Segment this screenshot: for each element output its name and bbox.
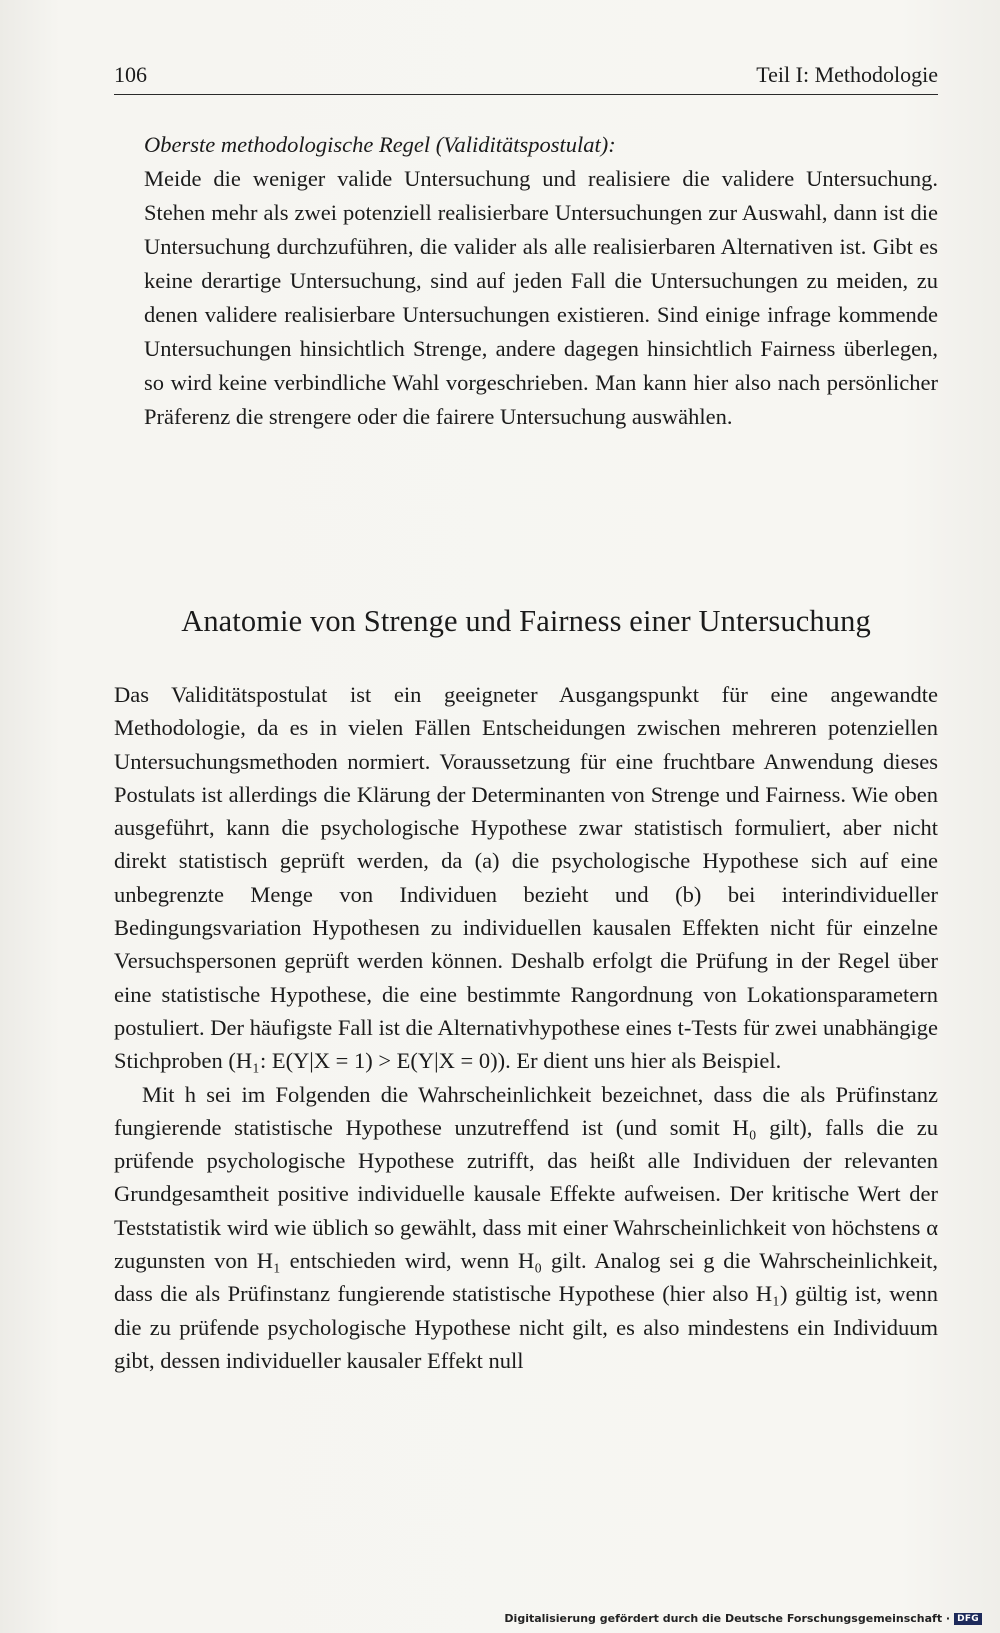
body-text: [114, 678, 938, 1377]
page-header: [114, 60, 938, 95]
running-head: Teil I: Methodologie: [756, 62, 938, 87]
rule-box: [144, 128, 938, 434]
digitization-footer: [504, 1612, 982, 1625]
rule-text: Meide die weniger valide Untersuchung und realisiere die validere Untersuchung. Stehen mehr als zwei potenziell realisierbare Untersuchungen zur Auswahl, dann ist die Untersuchung durchzuführen, die valider als alle realisierbaren Alternativen ist. Gibt es keine derartige Untersuchung, sind auf jeden Fall die Untersuchungen zu meiden, zu denen validere realisierbare Untersuchungen existieren. Sind einige infrage kommende Untersuchungen hinsichtlich Strenge, andere dagegen hinsichtlich Fairness überlegen, so wird keine verbindliche Wahl vorgeschrieben. Man kann hier also nach persönlicher Präferenz die strengere oder die fairere Untersuchung auswählen.: [144, 166, 938, 429]
section-heading: Anatomie von Strenge und Fairness einer Untersuchung: [181, 604, 871, 638]
paragraph: Mit h sei im Folgenden die Wahrscheinlichkeit bezeichnet, dass die als Prüfinstanz fungierende statistische Hypothese unzutreffend ist (und somit H₀ gilt), falls die zu prüfende psychologische Hypothese zutrifft, das heißt alle Individuen der relevanten Grundgesamtheit positive individuelle kausale Effekte aufweisen. Der kritische Wert der Teststatistik wird wie üblich so gewählt, dass mit einer Wahrscheinlichkeit von höchstens α zugunsten von H₁ entschieden wird, wenn H₀ gilt. Analog sei g die Wahrscheinlichkeit, dass die als Prüfinstanz fungierende statistische Hypothese (hier also H₁) gültig ist, wenn die zu prüfende psychologische Hypothese nicht gilt, es also mindestens ein Individuum gibt, dessen individueller kausaler Effekt null: [114, 1081, 938, 1373]
footer-text: Digitalisierung gefördert durch die Deutsche Forschungsgemeinschaft ·: [504, 1612, 951, 1625]
paragraph: Das Validitätspostulat ist ein geeigneter Ausgangspunkt für eine angewandte Methodologie, da es in vielen Fällen Entscheidungen zwischen mehreren potenziellen Untersuchungsmethoden normiert. Voraussetzung für eine fruchtbare Anwendung dieses Postulats ist allerdings die Klärung der Determinanten von Strenge und Fairness. Wie oben ausgeführt, kann die psychologische Hypothese zwar statistisch formuliert, aber nicht direkt statistisch geprüft werden, da (a) die psychologische Hypothese sich auf eine unbegrenzte Menge von Individuen bezieht und (b) bei interindividueller Bedingungsvariation Hypothesen zu individuellen kausalen Effekten nicht für einzelne Versuchspersonen geprüft werden können. Deshalb erfolgt die Prüfung in der Regel über eine statistische Hypothese, die eine bestimmte Rangordnung von Lokationsparametern postuliert. Der häufigste Fall ist die Alternativhypothese eines t-Tests für zwei unabhängige Stichproben (H₁: E(Y|X = 1) > E(Y|X = 0)). Er dient uns hier als Beispiel.: [114, 682, 938, 1074]
rule-title: Oberste methodologische Regel (Validitätspostulat):: [144, 132, 616, 157]
dfg-logo: DFG: [954, 1613, 982, 1625]
page-number: 106: [114, 62, 147, 87]
